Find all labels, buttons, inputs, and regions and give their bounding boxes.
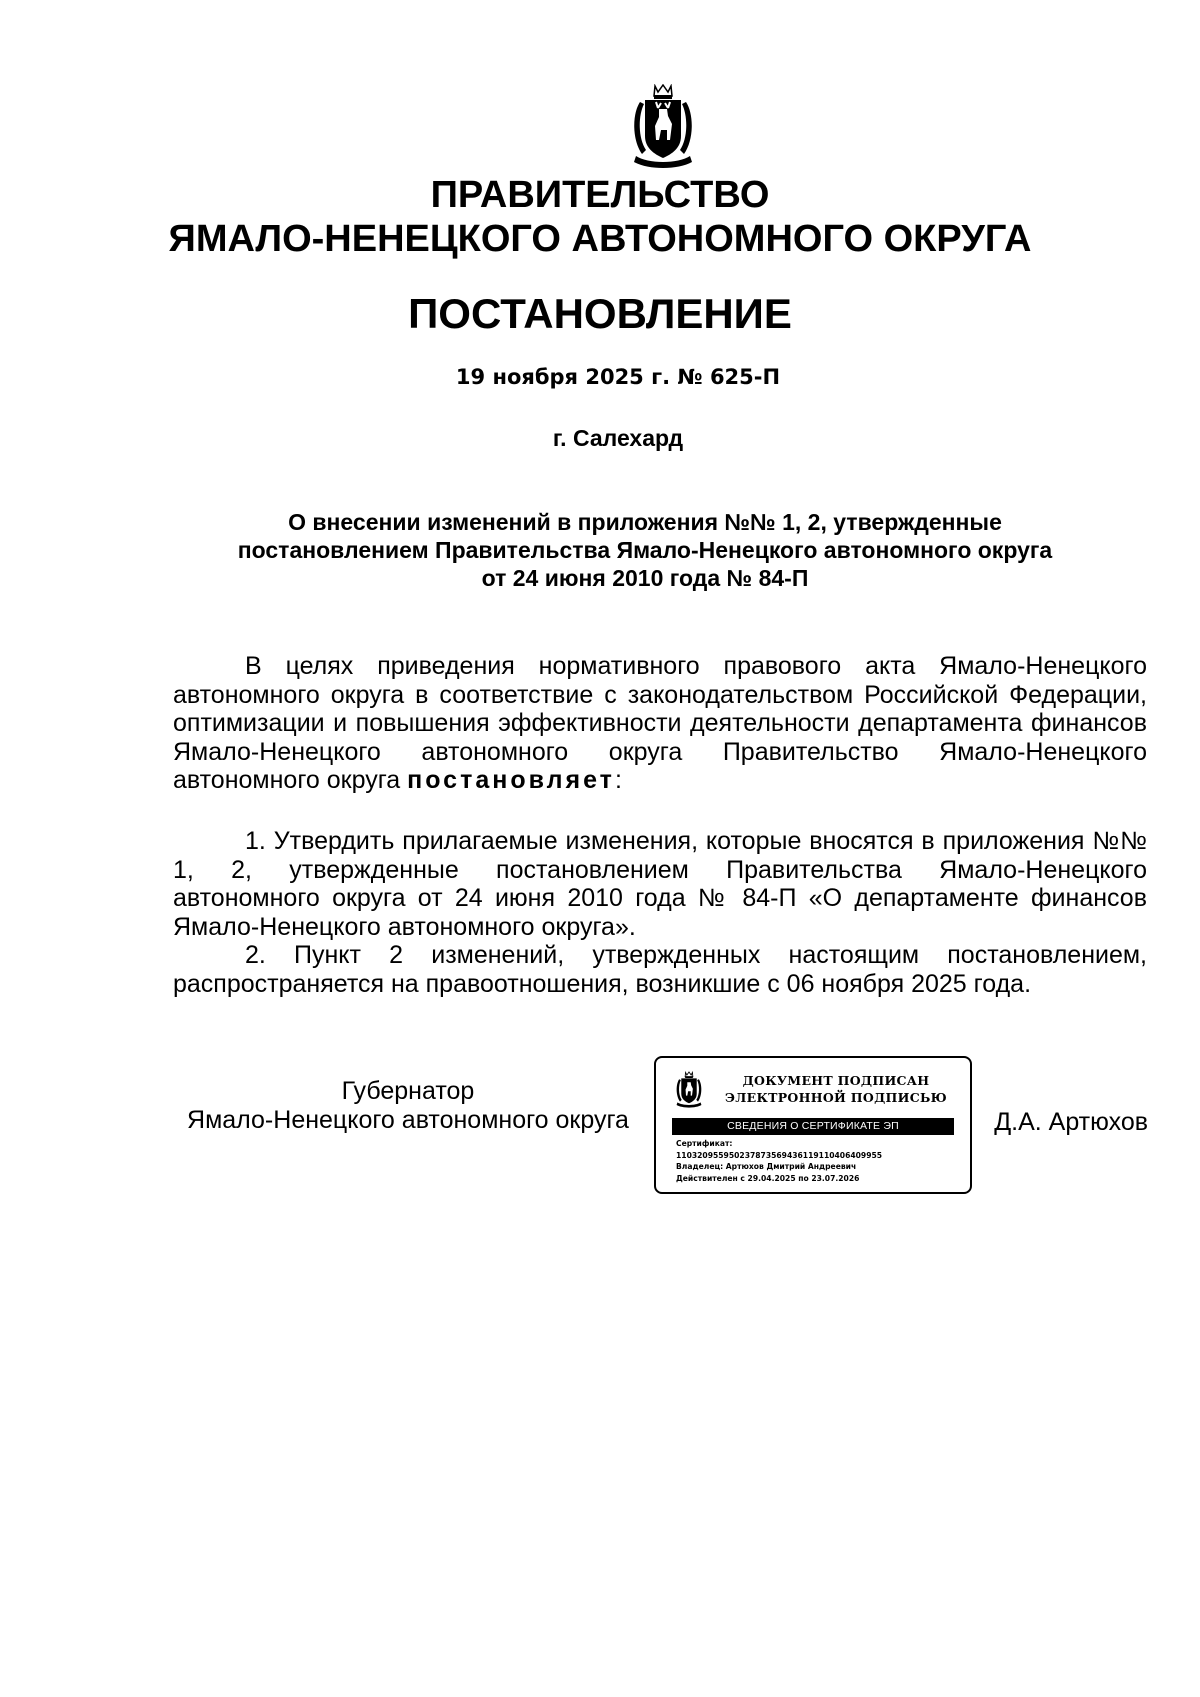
document-date-number: 19 ноября 2025 г. № 625-П — [455, 365, 781, 389]
document-type-heading: ПОСТАНОВЛЕНИЕ — [408, 290, 792, 337]
subject-line: от 24 июня 2010 года № 84-П — [481, 565, 809, 591]
signatory-title-line2: Ямало-Ненецкого автономного округа — [187, 1106, 629, 1134]
preamble-text: В целях приведения нормативного правового акта Ямало-Ненецкого автономного округа в соответствие с законодательством Российской Федерации, оптимизации и повышения эффективности деятельности департамента финансов Ямало-Ненецкого автономного округа Правительство Ямало-Ненецкого автономного округа — [173, 652, 1147, 794]
subject-line: О внесении изменений в приложения №№ 1, 2, утвержденные — [288, 509, 1002, 535]
subject-line: постановлением Правительства Ямало-Ненецкого автономного округа — [237, 537, 1053, 563]
stamp-title-line2: ЭЛЕКТРОННОЙ ПОДПИСЬЮ — [725, 1090, 947, 1105]
preamble-paragraph — [173, 652, 1147, 795]
government-title-line2: ЯМАЛО-НЕНЕЦКОГО АВТОНОМНОГО ОКРУГА — [168, 218, 1032, 260]
certificate-owner: Владелец: Артюхов Дмитрий Андреевич — [676, 1162, 857, 1171]
resolution-item-2: 2. Пункт 2 изменений, утвержденных настоящим постановлением, распространяется на правоотношения, возникшие с 06 ноября 2025 года. — [173, 941, 1147, 998]
certificate-validity: Действителен с 29.04.2025 по 23.07.2026 — [676, 1173, 860, 1183]
certificate-number: 110320955950237873569436119110406409955 — [676, 1150, 883, 1160]
signatory-name: Д.А. Артюхов — [994, 1108, 1148, 1136]
stamp-title — [718, 1072, 954, 1106]
government-title-line1: ПРАВИТЕЛЬСТВО — [430, 174, 770, 216]
signatory-title-line1: Губернатор — [341, 1077, 475, 1105]
resolution-item-1: 1. Утвердить прилагаемые изменения, которые вносятся в приложения №№ 1, 2, утвержденные постановлением Правительства Ямало-Ненецкого автономного округа от 24 июня 2010 года № 84-П «О департаменте финансов Ямало-Ненецкого автономного округа». — [173, 827, 1147, 941]
certificate-label: Сертификат: — [676, 1139, 733, 1148]
resolution-items — [173, 827, 1147, 998]
preamble-keyword: постановляет — [407, 766, 615, 794]
stamp-title-line1: ДОКУМЕНТ ПОДПИСАН — [742, 1073, 930, 1088]
certificate-details — [676, 1138, 966, 1184]
document-subject — [150, 508, 1140, 592]
certificate-info-bar: СВЕДЕНИЯ О СЕРТИФИКАТЕ ЭП — [672, 1118, 954, 1135]
document-city: г. Салехард — [552, 425, 684, 451]
yamal-coat-of-arms-icon — [674, 1070, 704, 1110]
yamal-coat-of-arms-icon — [628, 84, 698, 170]
signatory-title — [173, 1077, 643, 1135]
e-signature-stamp — [654, 1056, 972, 1194]
preamble-end: : — [614, 766, 622, 794]
